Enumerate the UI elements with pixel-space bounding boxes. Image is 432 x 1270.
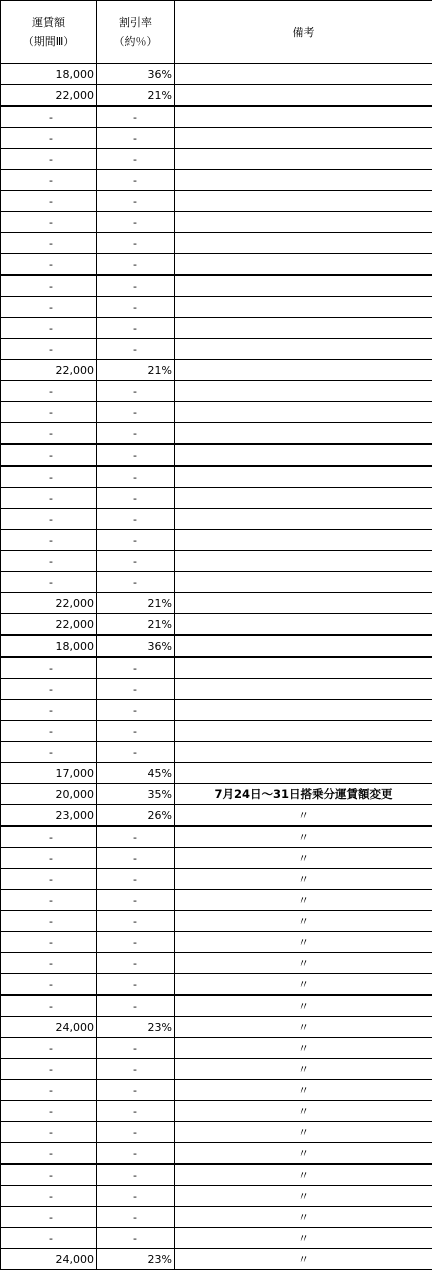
table-row [1, 297, 432, 318]
discount-rate-cell: - [97, 509, 175, 530]
remarks-cell: 〃 [175, 974, 432, 996]
fare-amount-cell: - [1, 1038, 97, 1059]
fare-amount-cell: 22,000 [1, 85, 97, 107]
remarks-cell [175, 657, 432, 679]
table-row [1, 170, 432, 191]
remarks-cell: 〃 [175, 890, 432, 911]
table-row [1, 1080, 432, 1101]
table-row [1, 1017, 432, 1038]
fare-amount-cell: - [1, 932, 97, 953]
fare-amount-cell: 18,000 [1, 64, 97, 85]
fare-amount-cell: - [1, 721, 97, 742]
table-row [1, 551, 432, 572]
fare-amount-cell: - [1, 974, 97, 996]
fare-amount-cell: - [1, 911, 97, 932]
fare-amount-cell: - [1, 423, 97, 445]
header-discount-rate [97, 1, 175, 64]
table-row [1, 974, 432, 996]
discount-rate-cell: - [97, 402, 175, 423]
discount-rate-cell: - [97, 1228, 175, 1249]
fare-amount-cell: - [1, 1080, 97, 1101]
header-fare-amount-period: （期間Ⅲ） [1, 32, 96, 51]
remarks-cell [175, 297, 432, 318]
fare-amount-cell: - [1, 742, 97, 763]
fare-amount-cell: - [1, 551, 97, 572]
remarks-cell [175, 212, 432, 233]
table-row [1, 509, 432, 530]
discount-rate-cell: - [97, 128, 175, 149]
fare-amount-cell: - [1, 275, 97, 297]
discount-rate-cell: - [97, 1059, 175, 1080]
fare-amount-cell: - [1, 1207, 97, 1228]
discount-rate-cell: - [97, 275, 175, 297]
table-row [1, 530, 432, 551]
discount-rate-cell: - [97, 1038, 175, 1059]
discount-rate-cell: - [97, 339, 175, 360]
table-row [1, 763, 432, 784]
table-row [1, 254, 432, 276]
discount-rate-cell: - [97, 233, 175, 254]
discount-rate-cell: 23% [97, 1249, 175, 1270]
discount-rate-cell: - [97, 423, 175, 445]
remarks-cell: 〃 [175, 848, 432, 869]
discount-rate-cell: - [97, 826, 175, 848]
fare-amount-cell: - [1, 339, 97, 360]
discount-rate-cell: - [97, 466, 175, 488]
discount-rate-cell: - [97, 212, 175, 233]
table-row [1, 700, 432, 721]
remarks-cell: 〃 [175, 1017, 432, 1038]
discount-rate-cell: - [97, 1143, 175, 1165]
fare-amount-cell: - [1, 890, 97, 911]
table-row [1, 339, 432, 360]
fare-amount-cell: 23,000 [1, 805, 97, 827]
remarks-cell [175, 106, 432, 128]
discount-rate-cell: - [97, 848, 175, 869]
table-row [1, 635, 432, 657]
remarks-cell [175, 339, 432, 360]
fare-amount-cell: - [1, 444, 97, 466]
fare-amount-cell: - [1, 488, 97, 509]
remarks-cell [175, 466, 432, 488]
fare-amount-cell: - [1, 170, 97, 191]
discount-rate-cell: - [97, 890, 175, 911]
discount-rate-cell: - [97, 318, 175, 339]
fare-amount-cell: - [1, 381, 97, 402]
table-row [1, 848, 432, 869]
table-row [1, 149, 432, 170]
fare-amount-cell: - [1, 848, 97, 869]
remarks-cell: 〃 [175, 1207, 432, 1228]
discount-rate-cell: - [97, 254, 175, 276]
fare-amount-cell: - [1, 995, 97, 1017]
remarks-cell [175, 614, 432, 636]
discount-rate-cell: - [97, 1207, 175, 1228]
table-row [1, 1101, 432, 1122]
fare-table-body [1, 64, 432, 1270]
table-row [1, 784, 432, 805]
remarks-cell [175, 742, 432, 763]
remarks-cell [175, 381, 432, 402]
remarks-cell: 〃 [175, 1228, 432, 1249]
table-row [1, 466, 432, 488]
discount-rate-cell: 21% [97, 614, 175, 636]
fare-amount-cell: - [1, 402, 97, 423]
discount-rate-cell: - [97, 297, 175, 318]
table-row [1, 106, 432, 128]
fare-amount-cell: - [1, 212, 97, 233]
table-row [1, 85, 432, 107]
discount-rate-cell: - [97, 953, 175, 974]
discount-rate-cell: 45% [97, 763, 175, 784]
remarks-cell: 〃 [175, 1143, 432, 1165]
table-row [1, 1143, 432, 1165]
discount-rate-cell: - [97, 381, 175, 402]
fare-amount-cell: 24,000 [1, 1249, 97, 1270]
remarks-cell: 〃 [175, 1101, 432, 1122]
remarks-cell [175, 488, 432, 509]
table-row [1, 1038, 432, 1059]
discount-rate-cell: 21% [97, 360, 175, 381]
fare-amount-cell: - [1, 572, 97, 593]
remarks-cell: 〃 [175, 826, 432, 848]
remarks-cell: 〃 [175, 1186, 432, 1207]
table-row [1, 64, 432, 85]
discount-rate-cell: - [97, 742, 175, 763]
fare-amount-cell: - [1, 1186, 97, 1207]
fare-amount-cell: - [1, 1143, 97, 1165]
remarks-cell: 〃 [175, 911, 432, 932]
fare-amount-cell: 18,000 [1, 635, 97, 657]
discount-rate-cell: - [97, 551, 175, 572]
remarks-cell: 〃 [175, 1038, 432, 1059]
fare-amount-cell: 17,000 [1, 763, 97, 784]
remarks-cell [175, 721, 432, 742]
discount-rate-cell: - [97, 530, 175, 551]
fare-amount-cell: - [1, 466, 97, 488]
table-row [1, 572, 432, 593]
header-discount-rate-label: 割引率 [97, 13, 174, 32]
remarks-cell [175, 233, 432, 254]
remarks-cell [175, 318, 432, 339]
remarks-cell [175, 593, 432, 614]
discount-rate-cell: - [97, 1080, 175, 1101]
header-fare-amount-label: 運賃額 [1, 13, 96, 32]
remarks-cell: 7月24日～31日搭乗分運賃額変更 [175, 784, 432, 805]
remarks-cell [175, 64, 432, 85]
remarks-cell [175, 679, 432, 700]
discount-rate-cell: - [97, 1122, 175, 1143]
discount-rate-cell: - [97, 700, 175, 721]
table-row [1, 721, 432, 742]
table-row [1, 488, 432, 509]
fare-amount-cell: - [1, 318, 97, 339]
remarks-cell [175, 444, 432, 466]
table-row [1, 212, 432, 233]
fare-amount-cell: - [1, 233, 97, 254]
remarks-cell [175, 275, 432, 297]
table-row [1, 128, 432, 149]
remarks-cell [175, 551, 432, 572]
fare-amount-cell: - [1, 869, 97, 890]
remarks-cell: 〃 [175, 1080, 432, 1101]
discount-rate-cell: 21% [97, 593, 175, 614]
discount-rate-cell: 36% [97, 64, 175, 85]
fare-amount-cell: - [1, 509, 97, 530]
table-row [1, 1059, 432, 1080]
fare-amount-cell: 22,000 [1, 593, 97, 614]
table-row [1, 742, 432, 763]
discount-rate-cell: - [97, 869, 175, 890]
remarks-cell [175, 128, 432, 149]
fare-amount-cell: 24,000 [1, 1017, 97, 1038]
fare-amount-cell: - [1, 826, 97, 848]
discount-rate-cell: - [97, 995, 175, 1017]
discount-rate-cell: 35% [97, 784, 175, 805]
discount-rate-cell: - [97, 149, 175, 170]
fare-amount-cell: - [1, 657, 97, 679]
remarks-cell [175, 149, 432, 170]
table-row [1, 953, 432, 974]
fare-amount-cell: - [1, 700, 97, 721]
remarks-cell: 〃 [175, 1249, 432, 1270]
table-row [1, 657, 432, 679]
fare-amount-cell: - [1, 1059, 97, 1080]
discount-rate-cell: - [97, 191, 175, 212]
discount-rate-cell: 21% [97, 85, 175, 107]
table-row [1, 1207, 432, 1228]
fare-amount-cell: - [1, 191, 97, 212]
table-row [1, 233, 432, 254]
remarks-cell [175, 700, 432, 721]
discount-rate-cell: - [97, 572, 175, 593]
discount-rate-cell: - [97, 444, 175, 466]
remarks-cell: 〃 [175, 953, 432, 974]
remarks-cell [175, 423, 432, 445]
remarks-cell: 〃 [175, 932, 432, 953]
table-row [1, 1122, 432, 1143]
table-row [1, 614, 432, 636]
discount-rate-cell: - [97, 170, 175, 191]
remarks-cell: 〃 [175, 1164, 432, 1186]
fare-amount-cell: 22,000 [1, 360, 97, 381]
remarks-cell: 〃 [175, 1122, 432, 1143]
remarks-cell [175, 191, 432, 212]
discount-rate-cell: 26% [97, 805, 175, 827]
fare-amount-cell: 20,000 [1, 784, 97, 805]
discount-rate-cell: - [97, 488, 175, 509]
remarks-cell [175, 763, 432, 784]
table-row [1, 423, 432, 445]
fare-amount-cell: - [1, 297, 97, 318]
discount-rate-cell: - [97, 1186, 175, 1207]
table-row [1, 890, 432, 911]
fare-amount-cell: - [1, 1228, 97, 1249]
remarks-cell [175, 254, 432, 276]
remarks-cell [175, 635, 432, 657]
discount-rate-cell: 23% [97, 1017, 175, 1038]
table-row [1, 275, 432, 297]
header-discount-rate-unit: （約％） [97, 32, 174, 51]
table-row [1, 995, 432, 1017]
table-row [1, 360, 432, 381]
discount-rate-cell: - [97, 657, 175, 679]
table-row [1, 869, 432, 890]
fare-amount-cell: - [1, 1122, 97, 1143]
discount-rate-cell: - [97, 911, 175, 932]
table-row [1, 679, 432, 700]
remarks-cell: 〃 [175, 1059, 432, 1080]
table-row [1, 444, 432, 466]
remarks-cell: 〃 [175, 995, 432, 1017]
fare-amount-cell: - [1, 128, 97, 149]
header-remarks: 備考 [175, 1, 432, 64]
discount-rate-cell: - [97, 106, 175, 128]
fare-amount-cell: - [1, 106, 97, 128]
header-fare-amount [1, 1, 97, 64]
discount-rate-cell: - [97, 1101, 175, 1122]
remarks-cell [175, 509, 432, 530]
table-row [1, 1228, 432, 1249]
table-row [1, 826, 432, 848]
remarks-cell: 〃 [175, 805, 432, 827]
fare-amount-cell: - [1, 953, 97, 974]
table-row [1, 191, 432, 212]
table-row [1, 932, 432, 953]
table-row [1, 805, 432, 827]
remarks-cell: 〃 [175, 869, 432, 890]
fare-amount-cell: - [1, 1164, 97, 1186]
table-row [1, 381, 432, 402]
table-row [1, 1164, 432, 1186]
fare-amount-cell: - [1, 679, 97, 700]
fare-amount-cell: - [1, 149, 97, 170]
fare-amount-cell: 22,000 [1, 614, 97, 636]
discount-rate-cell: - [97, 974, 175, 996]
table-row [1, 1249, 432, 1270]
fare-amount-cell: - [1, 254, 97, 276]
remarks-cell [175, 170, 432, 191]
table-row [1, 1186, 432, 1207]
remarks-cell [175, 402, 432, 423]
discount-rate-cell: 36% [97, 635, 175, 657]
table-row [1, 911, 432, 932]
fare-amount-cell: - [1, 1101, 97, 1122]
fare-amount-cell: - [1, 530, 97, 551]
discount-rate-cell: - [97, 932, 175, 953]
remarks-cell [175, 572, 432, 593]
discount-rate-cell: - [97, 1164, 175, 1186]
discount-rate-cell: - [97, 721, 175, 742]
discount-rate-cell: - [97, 679, 175, 700]
remarks-cell [175, 85, 432, 107]
table-row [1, 593, 432, 614]
remarks-cell [175, 360, 432, 381]
table-row [1, 402, 432, 423]
remarks-cell [175, 530, 432, 551]
header-row [1, 1, 432, 64]
table-row [1, 318, 432, 339]
